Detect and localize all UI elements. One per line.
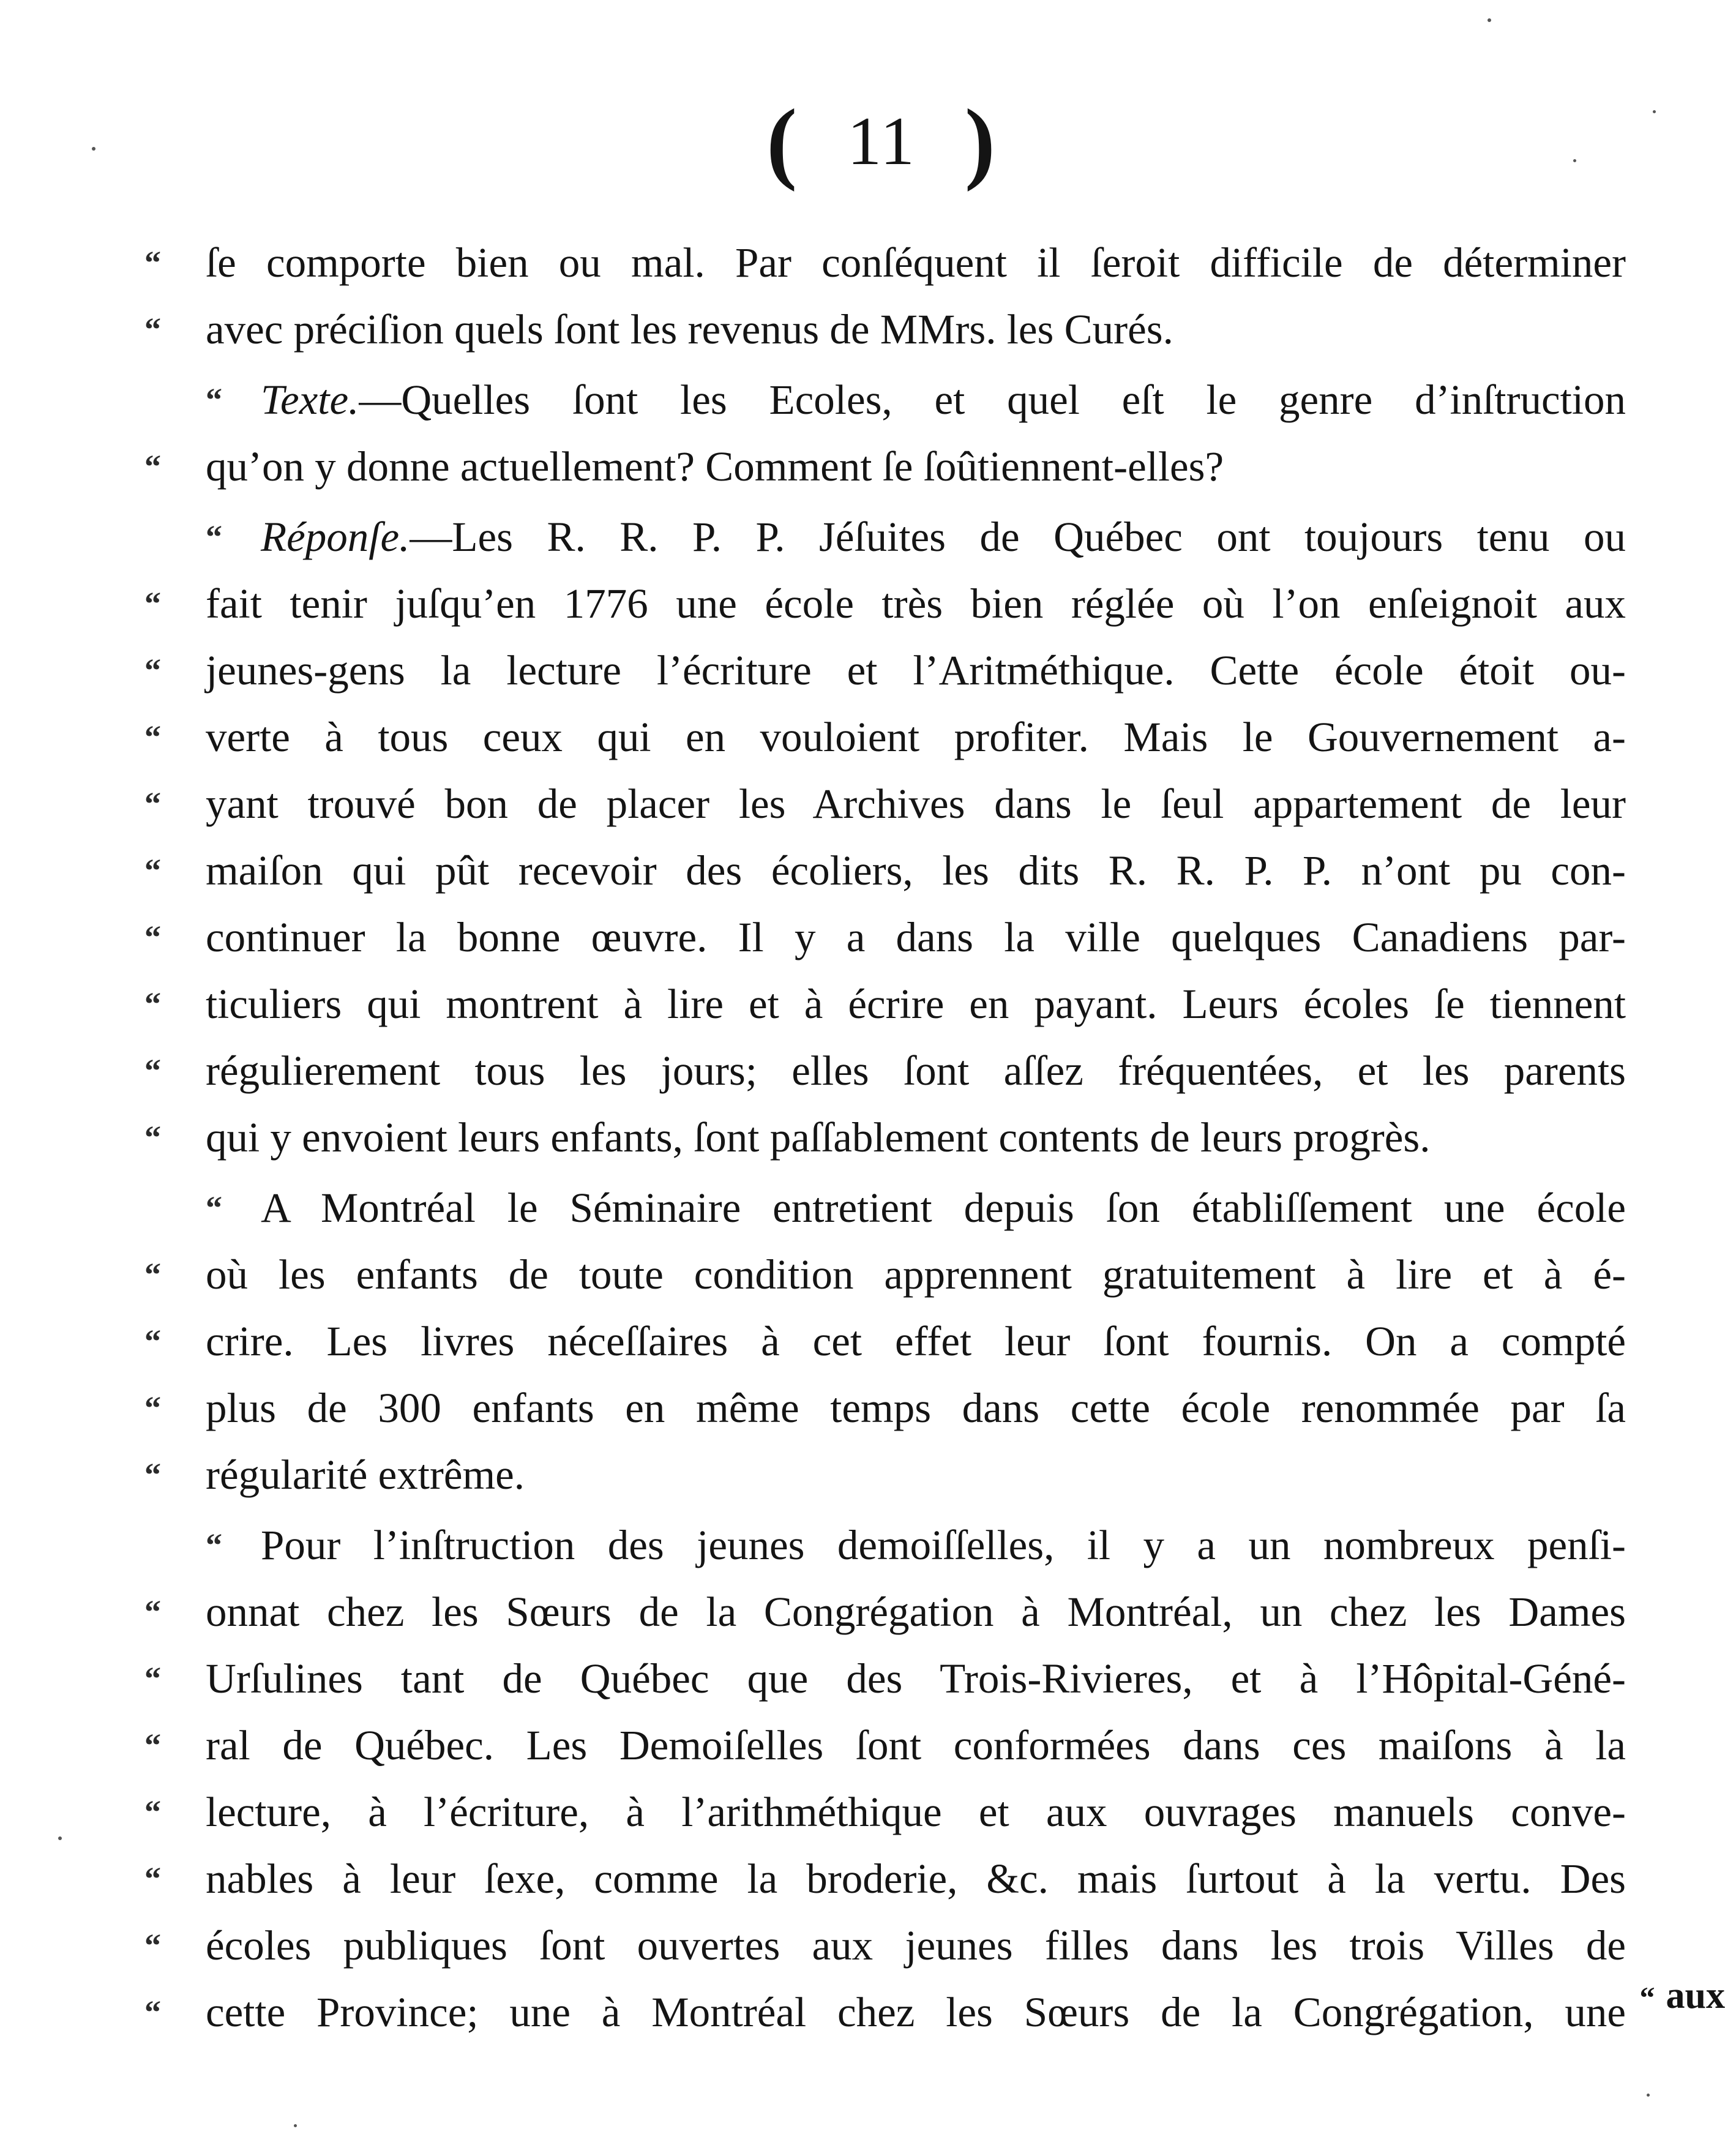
line-content: [206, 1375, 1626, 1442]
text-line: [144, 230, 1626, 296]
line-content: [206, 1645, 1626, 1712]
line-text: continuer la bonne œuvre. Il y a dans la ville quelques Canadiens par-: [206, 914, 1626, 960]
line-text: ral de Québec. Les Demoiſelles ſont conformées dans ces maiſons à la: [206, 1722, 1626, 1769]
line-content: [206, 1579, 1626, 1645]
line-text: verte à tous ceux qui en vouloient profiter. Mais le Gouvernement a-: [206, 714, 1626, 760]
text-line: [144, 704, 1626, 771]
scan-speck: [1647, 2094, 1650, 2097]
line-text: ticuliers qui montrent à lire et à écrire en payant. Leurs écoles ſe tiennent: [206, 981, 1626, 1027]
scan-speck: [1487, 18, 1491, 22]
text-line: [144, 296, 1626, 363]
quotation-mark: “: [144, 785, 161, 822]
text-line: [144, 1241, 1626, 1308]
text-line: [144, 904, 1626, 971]
scan-speck: [1573, 159, 1576, 162]
catchword: [1640, 1965, 1725, 2028]
bracket-close: ): [964, 91, 997, 193]
text-line: [144, 1104, 1626, 1171]
catchword-quote-mark: “: [1639, 1980, 1655, 2015]
line-text: crire. Les livres néceſſaires à cet effet leur ſont fournis. On a compté: [206, 1318, 1626, 1364]
line-content: [206, 1038, 1626, 1104]
text-body: [144, 230, 1626, 2046]
text-line: [144, 1579, 1626, 1645]
line-content: [206, 1308, 1626, 1375]
text-line: [144, 571, 1626, 637]
line-content: [206, 637, 1626, 704]
section-label: Réponſe.: [261, 514, 410, 560]
line-content: [206, 704, 1626, 771]
quotation-mark: “: [144, 1119, 161, 1156]
line-content: [206, 904, 1626, 971]
quotation-mark: “: [144, 919, 161, 956]
line-text: lecture, à l’écriture, à l’arithméthique et aux ouvrages manuels conve-: [206, 1789, 1626, 1835]
line-text: A Montréal le Séminaire entretient depuis ſon établiſſement une école: [261, 1185, 1626, 1231]
quotation-mark: “: [144, 448, 161, 485]
line-text: régularité extrême.: [206, 1451, 525, 1498]
quotation-mark: “: [144, 1994, 161, 2031]
line-content: [261, 1175, 1626, 1241]
line-content: [206, 837, 1626, 904]
line-content: [206, 1979, 1626, 2046]
text-line: [144, 1375, 1626, 1442]
line-content: [206, 971, 1626, 1038]
quotation-mark: “: [144, 1456, 161, 1493]
text-line: [144, 1308, 1626, 1375]
text-line: [144, 1038, 1626, 1104]
quotation-mark: “: [144, 986, 161, 1022]
line-text: qu’on y donne actuellement? Comment ſe ſoûtiennent-elles?: [206, 443, 1224, 490]
line-content: [261, 1512, 1626, 1579]
line-text: cette Province; une à Montréal chez les Sœurs de la Congrégation, une: [206, 1989, 1626, 2035]
text-line: [144, 1512, 1626, 1579]
line-text: ſe comporte bien ou mal. Par conſéquent il ſeroit difficile de déterminer: [206, 239, 1626, 286]
scan-speck: [294, 2124, 297, 2127]
line-content: [206, 1442, 1626, 1508]
catchword-text: aux: [1666, 1975, 1725, 2016]
line-text: écoles publiques ſont ouvertes aux jeunes filles dans les trois Villes de: [206, 1922, 1626, 1969]
quotation-mark: “: [144, 652, 161, 689]
quotation-mark: “: [144, 1256, 161, 1293]
text-line: [144, 504, 1626, 571]
line-text: yant trouvé bon de placer les Archives dans le ſeul appartement de leur: [206, 780, 1626, 827]
quotation-mark: “: [206, 1527, 222, 1563]
text-line: [144, 771, 1626, 837]
text-line: [144, 1912, 1626, 1979]
line-text: avec préciſion quels ſont les revenus de MMrs. les Curés.: [206, 306, 1173, 353]
line-content: [206, 1241, 1626, 1308]
quotation-mark: “: [144, 585, 161, 622]
line-text: jeunes-gens la lecture l’écriture et l’Aritméthique. Cette école étoit ou-: [206, 647, 1626, 694]
page-number-header: [722, 91, 1041, 193]
text-line: [144, 1779, 1626, 1846]
line-text: Pour l’inſtruction des jeunes demoiſſelles, il y a un nombreux penſi-: [261, 1522, 1626, 1568]
line-text: plus de 300 enfants en même temps dans cette école renommée par ſa: [206, 1385, 1626, 1431]
quotation-mark: “: [144, 1052, 161, 1089]
bracket-open: (: [766, 91, 799, 193]
quotation-mark: “: [144, 1660, 161, 1697]
quotation-mark: “: [144, 1727, 161, 1764]
text-line: [144, 1645, 1626, 1712]
line-content: [206, 296, 1626, 363]
text-line: [144, 837, 1626, 904]
line-content: [206, 1912, 1626, 1979]
text-line: [144, 1979, 1626, 2046]
quotation-mark: “: [144, 1323, 161, 1360]
line-text: fait tenir juſqu’en 1776 une école très bien réglée où l’on enſeignoit aux: [206, 580, 1626, 627]
line-text: —Quelles ſont les Ecoles, et quel eſt le genre d’inſtruction: [359, 376, 1626, 423]
quotation-mark: “: [144, 311, 161, 348]
line-text: nables à leur ſexe, comme la broderie, &c. mais ſurtout à la vertu. Des: [206, 1855, 1626, 1902]
line-content: [206, 1712, 1626, 1779]
line-content: [206, 1779, 1626, 1846]
line-content: [206, 230, 1626, 296]
quotation-mark: “: [144, 852, 161, 889]
quotation-mark: “: [144, 1390, 161, 1426]
scan-speck: [58, 1836, 62, 1840]
quotation-mark: “: [144, 1927, 161, 1964]
section-label: Texte.: [261, 376, 359, 423]
page-number: 11: [847, 103, 916, 180]
quotation-mark: “: [144, 719, 161, 755]
line-content: [206, 1846, 1626, 1912]
line-text: —Les R. R. P. P. Jéſuites de Québec ont toujours tenu ou: [410, 514, 1626, 560]
line-text: Urſulines tant de Québec que des Trois-Rivieres, et à l’Hôpital-Géné-: [206, 1655, 1626, 1702]
scan-speck: [1653, 110, 1656, 113]
line-content: [206, 1104, 1626, 1171]
line-content: [261, 367, 1626, 433]
quotation-mark: “: [206, 381, 222, 418]
scan-speck: [92, 147, 95, 151]
text-line: [144, 971, 1626, 1038]
quotation-mark: “: [144, 1593, 161, 1630]
line-content: [261, 504, 1626, 571]
line-text: régulierement tous les jours; elles ſont aſſez fréquentées, et les parents: [206, 1047, 1626, 1094]
quotation-mark: “: [206, 1189, 222, 1226]
text-line: [144, 1712, 1626, 1779]
line-text: où les enfants de toute condition apprennent gratuitement à lire et à é-: [206, 1251, 1626, 1298]
line-content: [206, 771, 1626, 837]
text-line: [144, 1846, 1626, 1912]
line-text: maiſon qui pût recevoir des écoliers, les dits R. R. P. P. n’ont pu con-: [206, 847, 1626, 894]
line-content: [206, 433, 1626, 500]
text-line: [144, 637, 1626, 704]
line-text: qui y envoient leurs enfants, ſont paſſablement contents de leurs progrès.: [206, 1114, 1431, 1161]
text-line: [144, 367, 1626, 433]
quotation-mark: “: [144, 1860, 161, 1897]
quotation-mark: “: [144, 244, 161, 281]
text-line: [144, 433, 1626, 500]
line-text: onnat chez les Sœurs de la Congrégation à Montréal, un chez les Dames: [206, 1589, 1626, 1635]
quotation-mark: “: [206, 518, 222, 555]
quotation-mark: “: [144, 1794, 161, 1830]
line-content: [206, 571, 1626, 637]
text-line: [144, 1442, 1626, 1508]
text-line: [144, 1175, 1626, 1241]
